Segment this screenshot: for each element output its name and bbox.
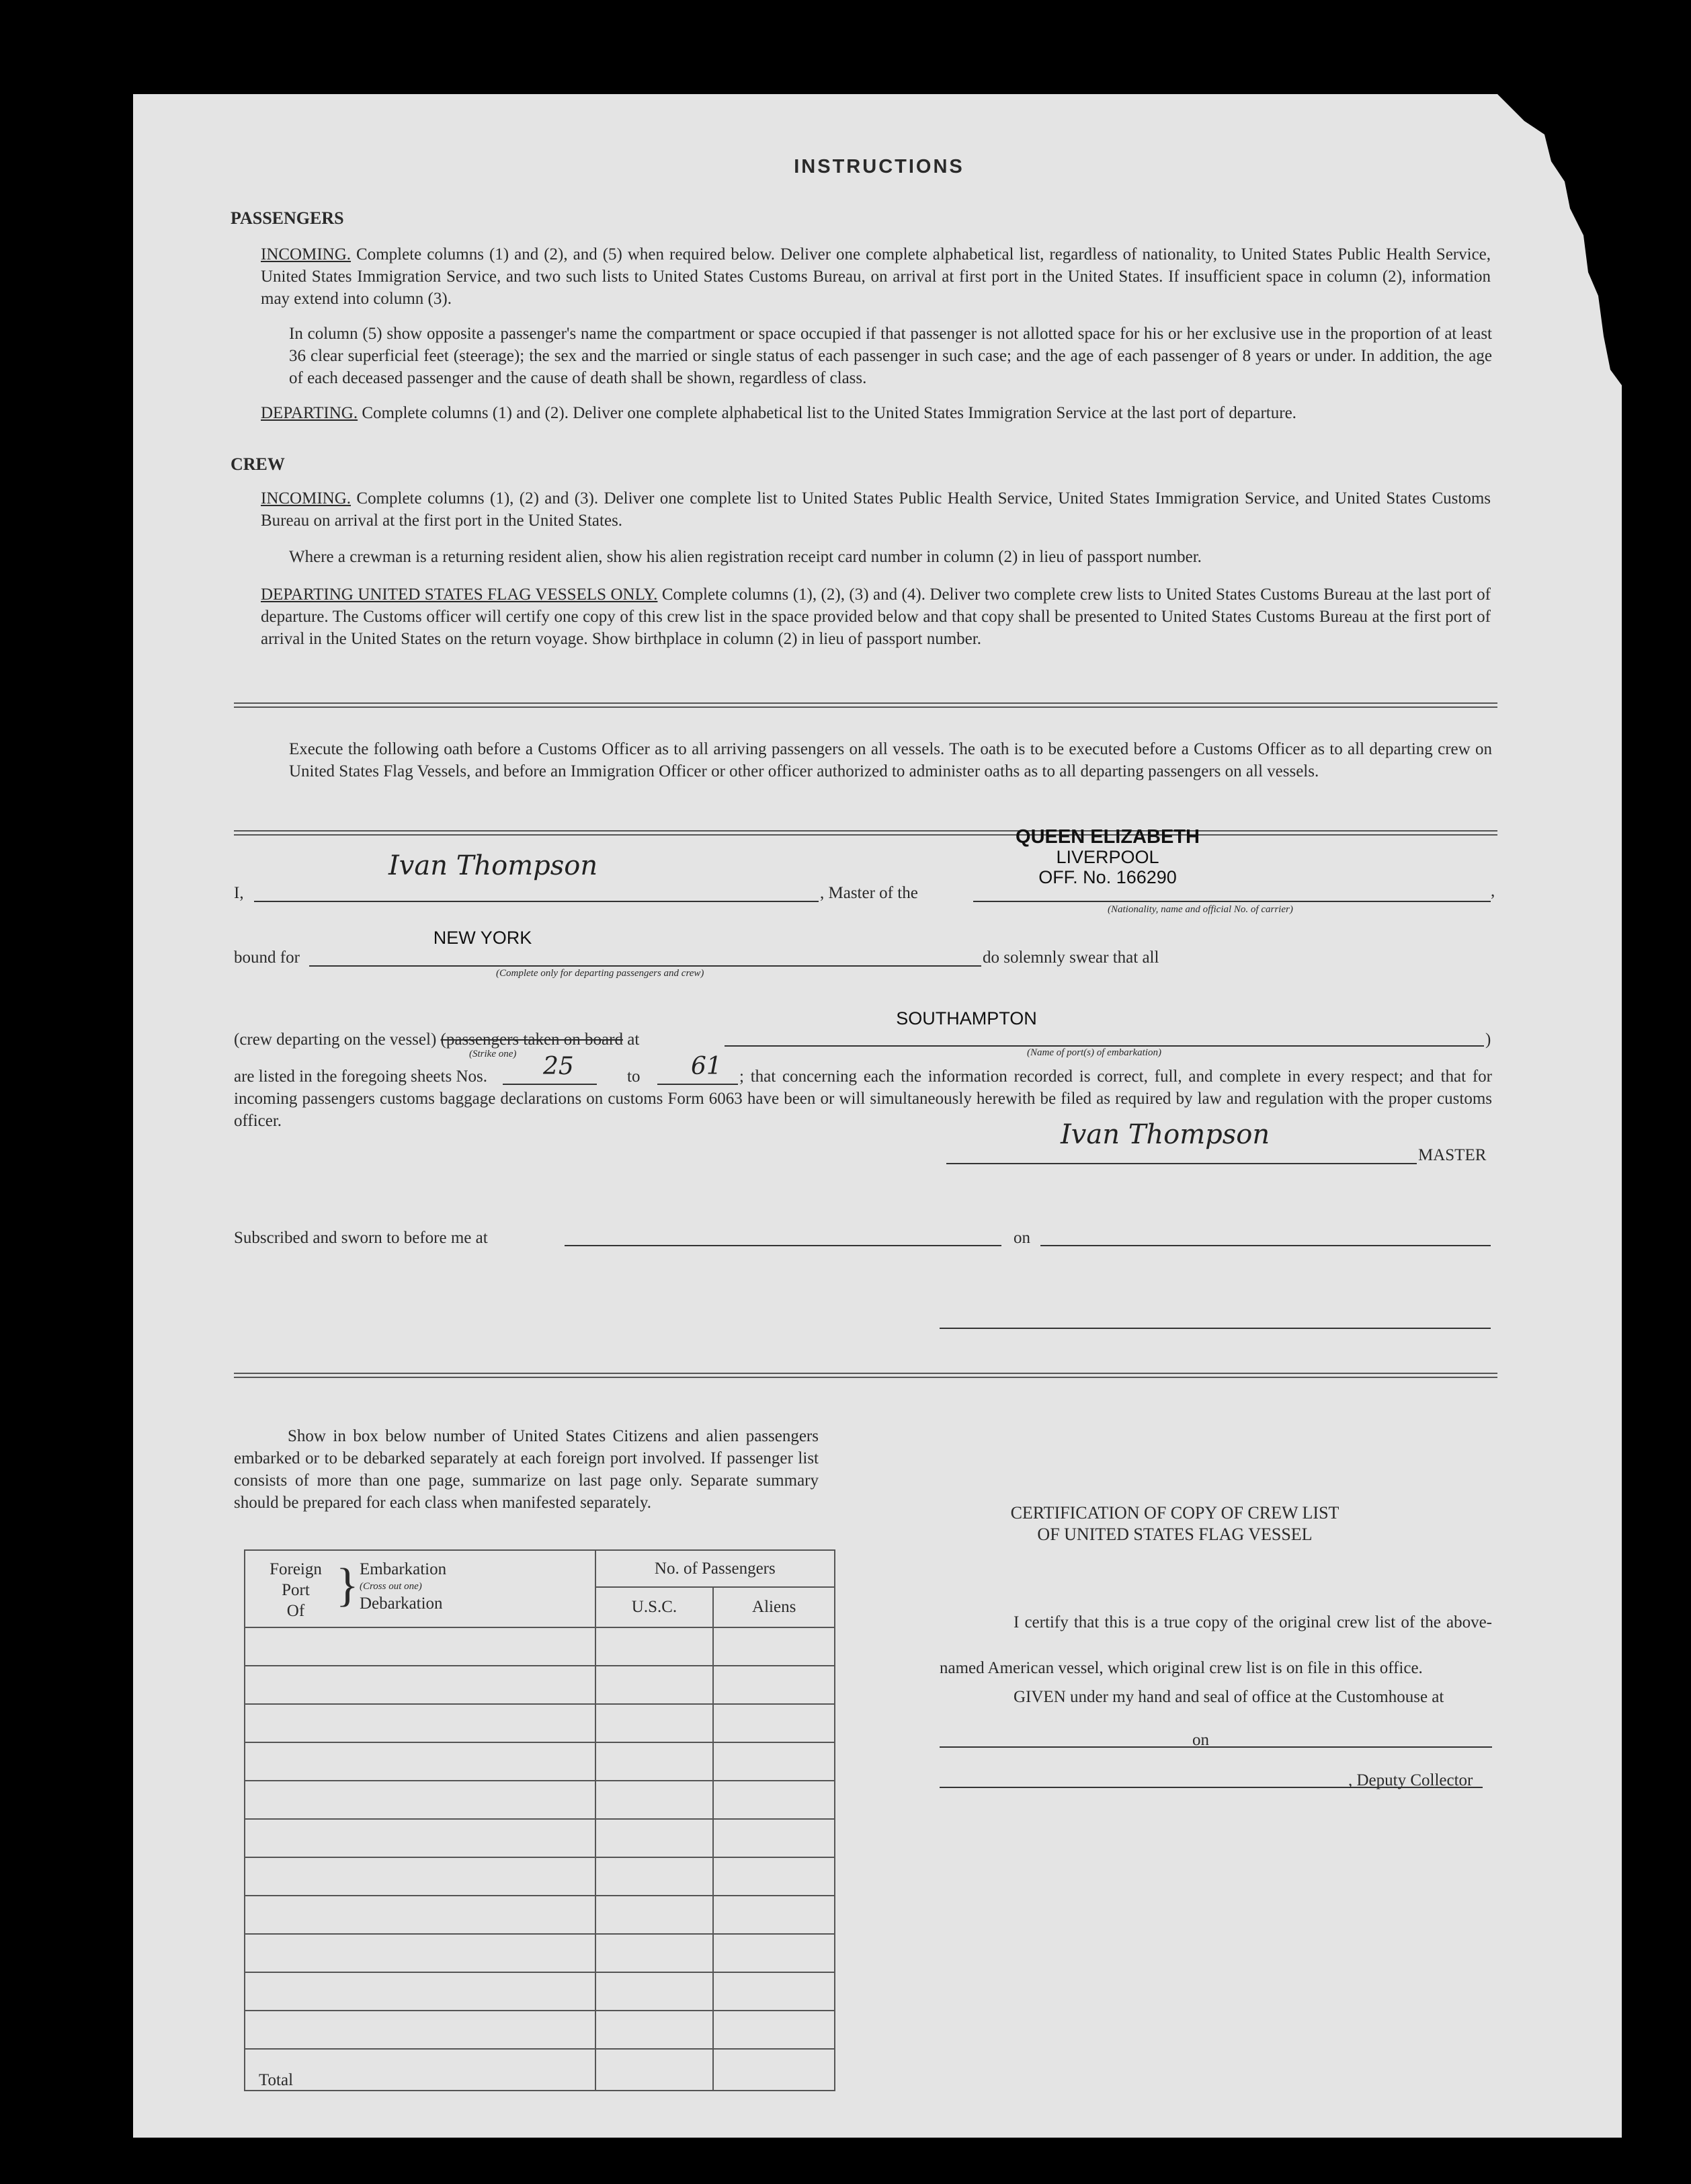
crew-incoming-label: INCOMING. [261, 489, 352, 508]
table-row [245, 1704, 835, 1742]
bound-for-value: NEW YORK [433, 928, 532, 948]
master-label: MASTER [1418, 1146, 1487, 1164]
crew-resident-text: Where a crewman is a returning resident alien, show his alien registration receipt card number in column (2) in lieu of passport number. [289, 548, 1202, 566]
col-port: Port [282, 1581, 310, 1599]
table-row [245, 2011, 835, 2049]
subscribed-on-label: on [1014, 1229, 1030, 1247]
table-row [245, 1972, 835, 2011]
passengers-incoming [261, 243, 1491, 310]
brace-glyph: } [336, 1560, 359, 1611]
passengers-column5-text: In column (5) show opposite a passenger's name the compartment or space occupied if that passenger is not allotted space for his or her exclusive use in the proportion of at least 36 clear superficial feet (steerage); the sex and the married or single status of each passenger in such case; and the age of each passenger of 8 years or under. In addition, the age of each deceased passenger and the cause of death shall be shown, regardless of class. [289, 325, 1492, 387]
sheet-from-number: 25 [543, 1053, 574, 1080]
col-foreign: Foreign [270, 1560, 322, 1578]
embark-caption: (Name of port(s) of embarkation) [1027, 1047, 1161, 1058]
passengers-struck-label: (passengers taken on board [440, 1030, 623, 1049]
summary-intro: Show in box below number of United States Citizens and alien passengers embarked or to be debarked separately at each foreign port involved. If passenger list consists of more than one page, summarize on last page only. Separate summary should be prepared for each class when manifested separately. [234, 1427, 819, 1512]
officer-signature-line [940, 1328, 1491, 1329]
crew-incoming-text: Complete columns (1), (2) and (3). Deliver one complete list to United States Public Health Service, United States Immigration Service, and United States Customs Bureau on arrival at the first port in the United States. [261, 489, 1491, 530]
crew-flag-text: Complete columns (1), (2), (3) and (4). Deliver two complete crew lists to United States Customs Bureau at the last port of departure. The Customs officer will certify one copy of this crew list in the space provided below and that copy shall be presented to United States Customs Bureau at the first port of arrival in the United States on the return voyage. Show birthplace in column (2) in lieu of passport number. [261, 585, 1491, 648]
passengers-departing-text: Complete columns (1) and (2). Deliver one complete alphabetical list to the United States Immigration Service at the last port of departure. [362, 404, 1296, 422]
passengers-departing-label: DEPARTING. [261, 404, 358, 422]
passenger-summary-table [244, 1549, 835, 2091]
aliens-header: Aliens [713, 1587, 835, 1627]
form-page [133, 94, 1622, 2138]
master-signature-line [946, 1163, 1417, 1164]
embarkation-port-value: SOUTHAMPTON [896, 1008, 1037, 1028]
debarkation-label: Debarkation [360, 1594, 443, 1613]
passengers-departing [261, 402, 1491, 424]
nationality-caption: (Nationality, name and official No. of carrier) [1108, 904, 1293, 915]
passengers-incoming-label: INCOMING. [261, 245, 352, 264]
at-label: at [627, 1030, 640, 1049]
master-name-line [254, 901, 819, 902]
crew-heading: CREW [231, 454, 285, 474]
certification-title [913, 1502, 1437, 1545]
swear-text: do solemnly swear that all [983, 948, 1159, 967]
master-signature: Ivan Thompson [1061, 1119, 1270, 1150]
oath-divider [234, 830, 1497, 836]
certification-title-line1: CERTIFICATION OF COPY OF CREW LIST [1010, 1503, 1339, 1523]
table-row [245, 1742, 835, 1781]
crew-incoming [261, 487, 1491, 532]
sheet-to-number: 61 [691, 1053, 722, 1080]
passengers-heading: PASSENGERS [231, 208, 344, 228]
embark-close-paren: ) [1485, 1030, 1491, 1049]
table-row [245, 1627, 835, 1666]
subscribed-place-line [565, 1245, 1001, 1246]
carrier-comma: , [1491, 882, 1495, 900]
vessel-name: QUEEN ELIZABETH [1016, 826, 1200, 848]
info-text [234, 1065, 1492, 1132]
certification-date-line [1216, 1746, 1492, 1748]
bound-for-label: bound for [234, 948, 300, 967]
usc-header: U.S.C. [595, 1587, 714, 1627]
cross-out-caption: (Cross out one) [360, 1581, 422, 1592]
bound-for-line [309, 965, 981, 967]
table-row [245, 1819, 835, 1857]
embarkation-label: Embarkation [360, 1560, 447, 1578]
crew-departing-line [234, 1028, 639, 1051]
no-of-passengers-header: No. of Passengers [595, 1550, 835, 1587]
vessel-official-number: OFF. No. 166290 [1038, 867, 1177, 887]
master-signature-top: Ivan Thompson [388, 850, 598, 881]
table-row [245, 1666, 835, 1704]
crew-flag-vessels [261, 583, 1491, 650]
port-header-cell [245, 1550, 595, 1627]
col-of: Of [286, 1602, 305, 1620]
oath-intro: Execute the following oath before a Customs Officer as to all arriving passengers on all vessels. The oath is to be executed before a Customs Officer as to all departing crew on United States Flag Vessels, and before an Immigration Officer or other officer authorized to administer oaths as to all departing passengers on all vessels. [289, 740, 1492, 780]
page-title: INSTRUCTIONS [794, 156, 964, 177]
crew-flag-label: DEPARTING UNITED STATES FLAG VESSELS ONLY. [261, 585, 658, 604]
embarkation-line [725, 1045, 1484, 1047]
certification-title-line2: OF UNITED STATES FLAG VESSEL [1037, 1525, 1313, 1544]
given-text: GIVEN under my hand and seal of office at the Customhouse at [1014, 1688, 1444, 1706]
section-divider [234, 702, 1497, 708]
crew-departing-label: (crew departing on the vessel) [234, 1030, 437, 1049]
total-row [245, 2049, 835, 2091]
oath-master-of: , Master of the [820, 884, 918, 902]
bottom-divider [234, 1373, 1497, 1378]
table-row [245, 1896, 835, 1934]
table-row [245, 1934, 835, 1972]
subscribed-date-line [1040, 1245, 1491, 1246]
vessel-port: LIVERPOOL [1056, 847, 1159, 867]
oath-i-label: I, [234, 884, 244, 902]
bound-caption: (Complete only for departing passengers and crew) [496, 968, 704, 979]
carrier-line [973, 901, 1491, 902]
sheet-to-label: to [627, 1067, 641, 1086]
deputy-collector-label: , Deputy Collector [1348, 1771, 1473, 1789]
subscribed-text: Subscribed and sworn to before me at [234, 1229, 488, 1247]
total-label: Total [245, 2049, 595, 2091]
certify-text: I certify that this is a true copy of the original crew list of the above-named American vessel, which original crew list is on file in this office. [940, 1613, 1492, 1677]
sheets-text: are listed in the foregoing sheets Nos. [234, 1067, 487, 1086]
table-row [245, 1781, 835, 1819]
strike-caption: (Strike one) [469, 1049, 517, 1059]
vessel-stamp [1000, 827, 1215, 887]
info-text-body: ; that concerning each the information recorded is correct, full, and complete in every respect; and that for incoming passengers customs baggage declarations on customs Form 6063 have been or will simultaneously herewith be filed as required by law and regulation with the proper customs officer. [234, 1067, 1492, 1130]
passengers-incoming-text: Complete columns (1) and (2), and (5) when required below. Deliver one complete alphabetical list, regardless of nationality, to United States Public Health Service, United States Immigration Service, and two such lists to United States Customs Bureau, on arrival at first port in the United States. If insufficient space in column (2), information may extend into column (3). [261, 245, 1491, 308]
certification-on-label: on [1192, 1731, 1209, 1749]
table-row [245, 1857, 835, 1896]
